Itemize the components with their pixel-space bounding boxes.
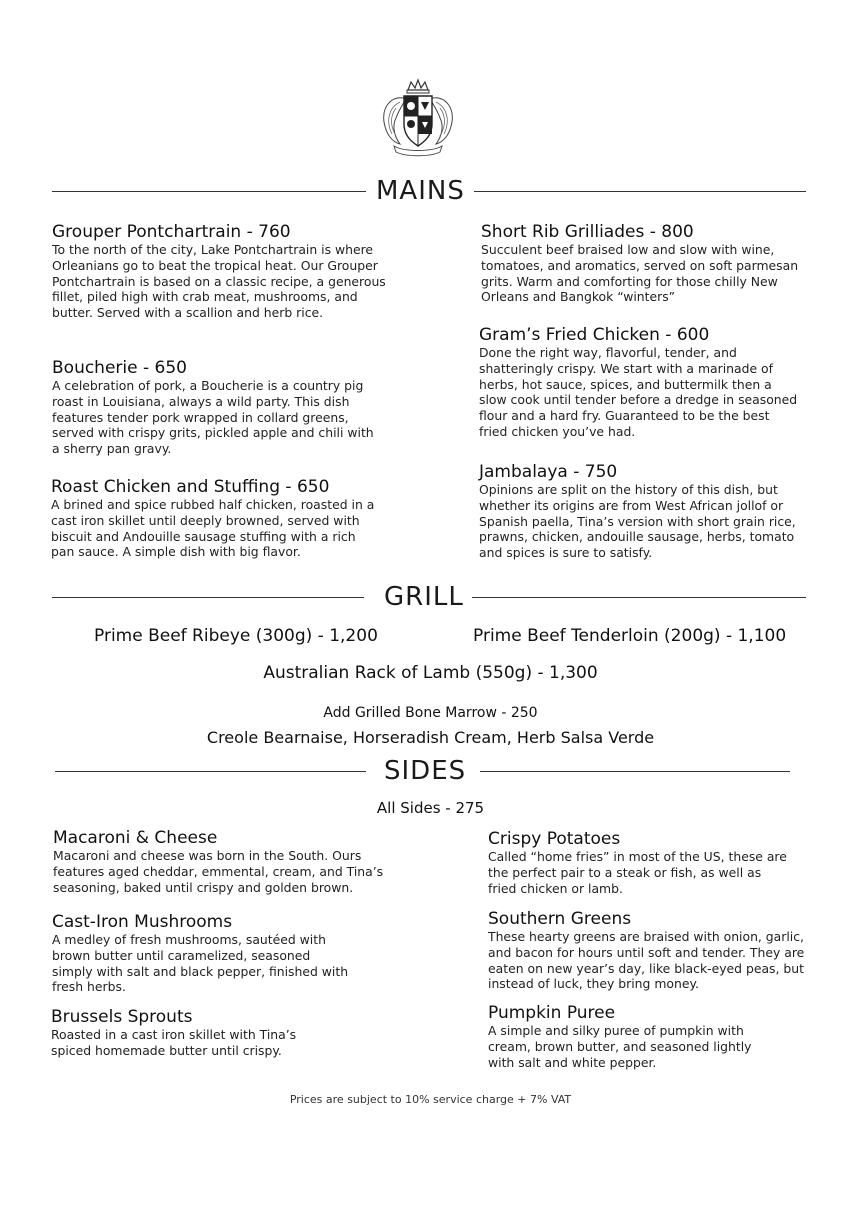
item-title: Southern Greens [488, 909, 632, 929]
divider-right [472, 597, 806, 598]
item-description: Macaroni and cheese was born in the South. Ours features aged cheddar, emmental, cream, and Tina’s seasoning, baked until crispy and golden brown. [53, 848, 384, 895]
item-description: Called “home fries” in most of the US, these are the perfect pair to a steak or fish, as well as fried chicken or lamb. [488, 849, 787, 896]
menu-item-short-rib [481, 222, 801, 305]
divider-left [55, 771, 366, 772]
section-title-mains: MAINS [376, 176, 465, 206]
grill-addon-marrow: Add Grilled Bone Marrow - 250 [323, 705, 538, 721]
service-charge-note: Prices are subject to 10% service charge + 7% VAT [289, 1093, 572, 1106]
item-description: A simple and silky puree of pumpkin with cream, brown butter, and seasoned lightly with salt and white pepper. [488, 1023, 752, 1070]
item-title: Short Rib Grilliades - 800 [481, 222, 694, 242]
item-description: To the north of the city, Lake Pontchartrain is where Orleanians go to beat the tropical heat. Our Grouper Pontchartrain is based on a classic recipe, a generous fillet, piled high with crab meat, mushrooms, and butter. Served with a scallion and herb rice. [52, 242, 386, 321]
menu-item-jambalaya [479, 462, 809, 561]
item-title: Roast Chicken and Stuffing - 650 [51, 477, 330, 497]
item-description: Opinions are split on the history of this dish, but whether its origins are from West African jollof or Spanish paella, Tina’s version with short grain rice, prawns, chicken, andouille sausage, herbs, tomato and spices is sure to satisfy. [479, 482, 796, 561]
side-item-mushrooms [52, 912, 352, 995]
grill-section-header [0, 582, 861, 612]
item-title: Pumpkin Puree [488, 1003, 616, 1023]
section-title-grill: GRILL [384, 582, 464, 612]
item-description: Done the right way, flavorful, tender, and shatteringly crispy. We start with a marinade of herbs, hot sauce, spices, and buttermilk then a slow cook until tender before a dredge in seasoned flour and a hard fry. Guaranteed to be the best fried chicken you’ve had. [479, 345, 798, 439]
side-item-potatoes [488, 829, 788, 896]
grill-item-ribeye: Prime Beef Ribeye (300g) - 1,200 [94, 626, 378, 646]
divider-right [474, 191, 806, 192]
section-title-sides: SIDES [384, 756, 467, 786]
item-description: These hearty greens are braised with onion, garlic, and bacon for hours until soft and tender. They are eaten on new year’s day, like black-eyed peas, but instead of luck, they bring money. [488, 929, 805, 992]
divider-left [52, 597, 364, 598]
item-title: Jambalaya - 750 [479, 462, 618, 482]
item-title: Cast-Iron Mushrooms [52, 912, 233, 932]
item-description: A celebration of pork, a Boucherie is a country pig roast in Louisiana, always a wild party. This dish features tender pork wrapped in collard greens, served with crispy grits, pickled apple and chili with a sherry pan gravy. [52, 378, 374, 457]
item-title: Macaroni & Cheese [53, 828, 218, 848]
item-title: Brussels Sprouts [51, 1007, 193, 1027]
grill-item-lamb: Australian Rack of Lamb (550g) - 1,300 [263, 663, 598, 683]
all-sides-price: All Sides - 275 [376, 799, 485, 817]
menu-item-roast-chicken [51, 477, 381, 560]
mains-section-header [0, 176, 861, 206]
side-item-pumpkin [488, 1003, 778, 1070]
item-title: Gram’s Fried Chicken - 600 [479, 325, 710, 345]
item-description: A brined and spice rubbed half chicken, roasted in a cast iron skillet until deeply browned, served with biscuit and Andouille sausage stuffing with a rich pan sauce. A simple dish with big flavor. [51, 497, 375, 560]
side-item-brussels [51, 1007, 321, 1059]
crest-logo [374, 78, 462, 158]
grill-sauces: Creole Bearnaise, Horseradish Cream, Herb Salsa Verde [206, 728, 655, 747]
side-item-greens [488, 909, 828, 992]
menu-item-boucherie [52, 358, 382, 457]
grill-item-tenderloin: Prime Beef Tenderloin (200g) - 1,100 [473, 626, 787, 646]
item-title: Boucherie - 650 [52, 358, 187, 378]
sides-section-header [0, 756, 861, 786]
side-item-mac-cheese [53, 828, 403, 895]
divider-left [52, 191, 366, 192]
item-description: A medley of fresh mushrooms, sautéed with brown butter until caramelized, seasoned simply with salt and black pepper, finished with fresh herbs. [52, 932, 349, 995]
item-description: Succulent beef braised low and slow with wine, tomatoes, and aromatics, served on soft parmesan grits. Warm and comforting for those chilly New Orleans and Bangkok “winters” [481, 242, 799, 305]
divider-right [480, 771, 790, 772]
menu-item-fried-chicken [479, 325, 801, 440]
item-description: Roasted in a cast iron skillet with Tina’s spiced homemade butter until crispy. [51, 1027, 297, 1058]
item-title: Grouper Pontchartrain - 760 [52, 222, 291, 242]
item-title: Crispy Potatoes [488, 829, 621, 849]
menu-item-grouper [52, 222, 387, 321]
